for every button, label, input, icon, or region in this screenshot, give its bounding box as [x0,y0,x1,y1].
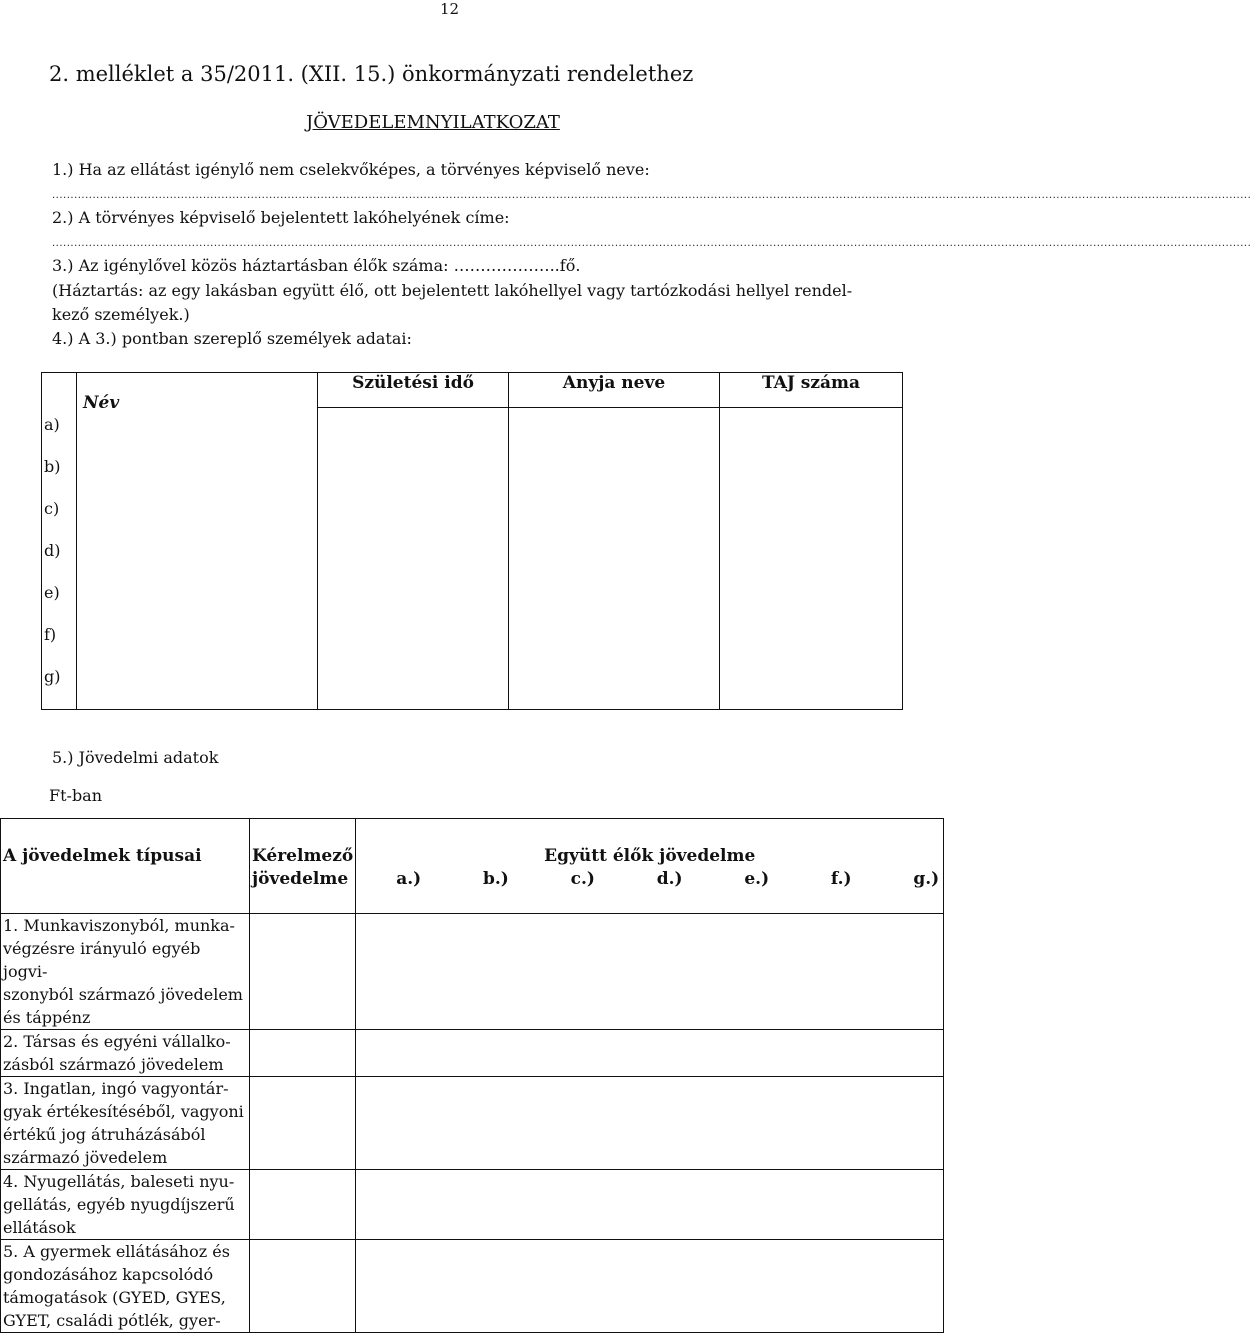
column-header-applicant [250,819,356,914]
page-number: 12 [440,0,460,18]
applicant-income-cell[interactable] [250,1030,356,1077]
row-label: e) [44,583,60,602]
column-header-taj: TAJ száma [720,373,903,408]
row-label: d) [44,541,61,560]
persons-table [41,372,903,710]
income-type-row: 5. A gyermek ellátásához és gondozásához kapcsolódó támogatások (GYED, GYES, GYET, családi pótlék, gyer- [1,1240,250,1333]
row-label: g) [44,667,61,686]
birth-column[interactable] [318,408,509,710]
row-labels-cell [42,373,77,710]
answer-line-2[interactable]: ...................................................................................................................................................................................................................................................................................................................................... [52,238,1251,249]
row-label: b) [44,457,61,476]
answer-line-1[interactable]: ...................................................................................................................................................................................................................................................................................................................................... [52,190,1251,201]
cohabitant-income-cell[interactable] [356,1240,944,1333]
row-label: c) [44,499,60,518]
applicant-income-cell[interactable] [250,1077,356,1170]
household-note-1: (Háztartás: az egy lakásban együtt élő, ott bejelentett lakóhellyel vagy tartózkodási hellyel rendel- [52,281,853,300]
applicant-income-cell[interactable] [250,1170,356,1240]
column-header-cohabitants [356,819,944,914]
applicant-income-cell[interactable] [250,1240,356,1333]
cohabitant-income-cell[interactable] [356,914,944,1030]
sub-col-d: d.) [656,869,683,889]
column-header-birth: Születési idő [318,373,509,408]
cohabitant-income-cell[interactable] [356,1077,944,1170]
annex-title: 2. melléklet a 35/2011. (XII. 15.) önkormányzati rendelethez [49,62,694,86]
question-2: 2.) A törvényes képviselő bejelentett lakóhelyének címe: [52,208,510,227]
document-title: JÖVEDELEMNYILATKOZAT [306,112,560,133]
income-type-row: 2. Társas és egyéni vállalko- zásból származó jövedelem [1,1030,250,1077]
sub-col-e: e.) [744,869,770,889]
income-type-row: 4. Nyugellátás, baleseti nyu- gellátás, egyéb nyugdíjszerű ellátások [1,1170,250,1240]
income-table [0,818,944,1333]
household-note-2: kező személyek.) [52,305,190,324]
income-type-row: 1. Munkaviszonyból, munka- végzésre irányuló egyéb jogvi- szonyból származó jövedelem és táppénz [1,914,250,1030]
sub-col-b: b.) [483,869,509,889]
income-type-row: 3. Ingatlan, ingó vagyontár- gyak értékesítéséből, vagyoni értékű jog átruházásából származó jövedelem [1,1077,250,1170]
question-1: 1.) Ha az ellátást igénylő nem cselekvőképes, a törvényes képviselő neve: [52,160,650,179]
sub-col-a: a.) [396,869,422,889]
question-3: 3.) Az igénylővel közös háztartásban élők száma: ………………..fő. [52,256,581,275]
column-header-name: Név [83,393,120,413]
column-header-types: A jövedelmek típusai [1,819,250,914]
column-header-mother: Anyja neve [509,373,720,408]
taj-column[interactable] [720,408,903,710]
currency-note: Ft-ban [49,786,103,805]
cohabitant-income-cell[interactable] [356,1170,944,1240]
cohabitant-income-cell[interactable] [356,1030,944,1077]
sub-col-f: f.) [830,869,852,889]
sub-col-c: c.) [570,869,595,889]
question-4: 4.) A 3.) pontban szereplő személyek adatai: [52,329,412,348]
row-label: a) [44,415,60,434]
cohabitants-label: Együtt élők jövedelme [544,846,756,866]
question-5: 5.) Jövedelmi adatok [52,748,219,767]
applicant-income-cell[interactable] [250,914,356,1030]
sub-col-g: g.) [913,869,940,889]
applicant-label-1: Kérelmező [252,846,354,866]
applicant-label-2: jövedelme [252,869,349,889]
name-column[interactable] [77,373,318,710]
mother-column[interactable] [509,408,720,710]
row-label: f) [44,625,57,644]
